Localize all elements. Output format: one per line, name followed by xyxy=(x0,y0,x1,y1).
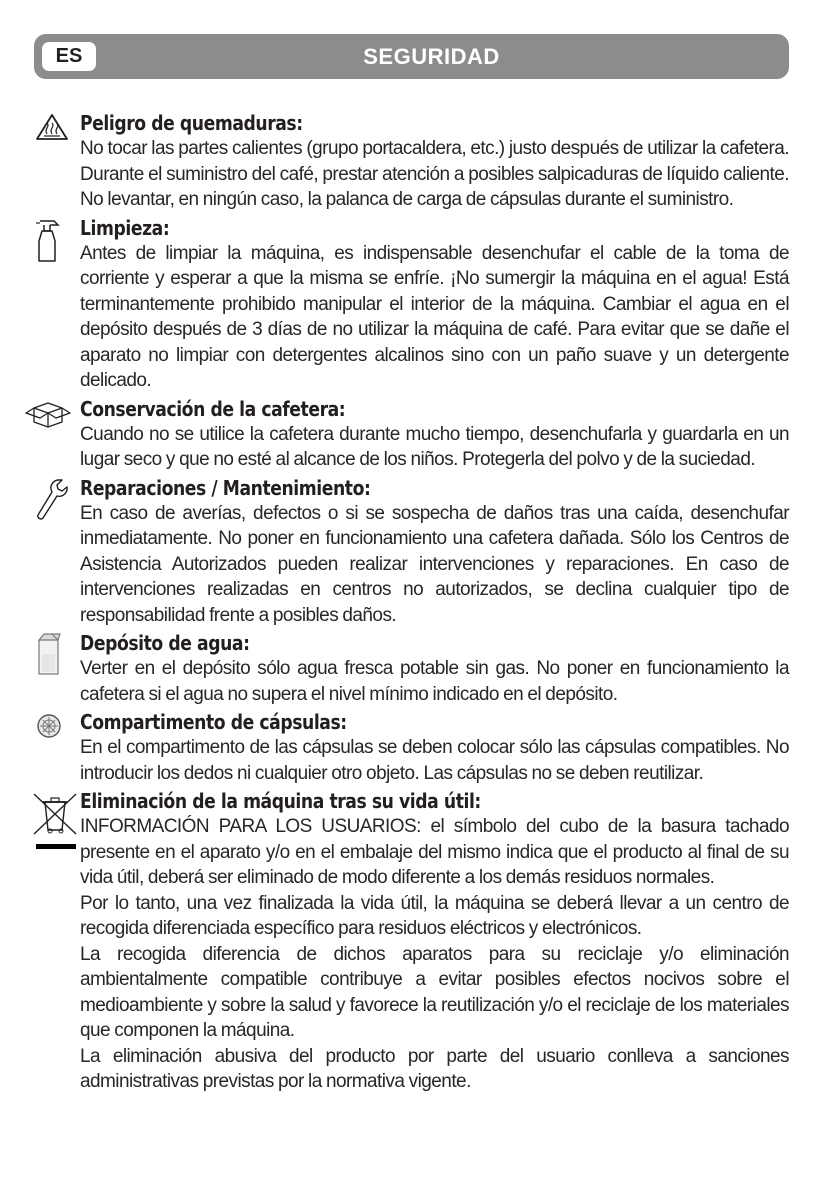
section-title: Depósito de agua: xyxy=(80,631,250,655)
wrench-icon xyxy=(34,477,70,513)
water-tank-icon xyxy=(34,632,70,668)
section-title: Conservación de la cafetera: xyxy=(80,396,346,421)
section-repairs xyxy=(0,475,839,629)
section-disposal xyxy=(0,788,839,1095)
section-title: Reparaciones / Mantenimiento: xyxy=(80,475,371,500)
section-title: Eliminación de la máquina tras su vida útil: xyxy=(80,789,481,813)
section-text: La recogida diferencia de dichos aparatos para su reciclaje y/o eliminación ambientalmente compatible contribuye a evitar posibles efectos nocivos sobre el medioambiente y sobre la salud y favorece la reutilización y/o el reciclaje de los materiales que componen la máquina. xyxy=(80,943,789,1041)
spray-bottle-icon xyxy=(34,217,70,253)
section-title: Limpieza: xyxy=(80,215,170,240)
page-title: SEGURIDAD xyxy=(363,44,500,69)
section-title: Peligro de quemaduras: xyxy=(80,111,303,135)
safety-content xyxy=(0,110,839,1097)
section-text: Antes de limpiar la máquina, es indispensable desenchufar el cable de la toma de corriente y esperar a que la misma se enfríe. ¡No sumergir la máquina en el agua! Está terminantemente prohibido manipular el interior de la máquina. Cambiar el agua en el depósito después de 3 días de no utilizar la máquina de café. Para evitar que se dañe el aparato no limpiar con detergentes alcalinos sino con un paño suave y un detergente delicado. xyxy=(80,242,789,391)
capsule-icon xyxy=(34,711,70,747)
section-cleaning xyxy=(0,215,839,394)
section-title: Compartimento de cápsulas: xyxy=(80,710,347,734)
section-text: Verter en el depósito sólo agua fresca potable sin gas. No poner en funcionamiento la cafetera si el agua no supera el nivel mínimo indicado en el depósito. xyxy=(80,658,789,705)
storage-box-icon xyxy=(24,398,60,434)
language-badge: ES xyxy=(42,42,96,71)
section-text: No tocar las partes calientes (grupo portacaldera, etc.) justo después de utilizar la cafetera. Durante el suministro del café, prestar atención a posibles salpicaduras de líquido caliente. No levantar, en ningún caso, la palanca de carga de cápsulas durante el suministro. xyxy=(80,138,789,210)
section-text: INFORMACIÓN PARA LOS USUARIOS: el símbolo del cubo de la basura tachado presente en el aparato y/o en el embalaje del mismo indica que el producto al final de su vida útil, deberá ser eliminado de modo diferente a los demás residuos normales. xyxy=(80,816,789,888)
section-text: En caso de averías, defectos o si se sospecha de daños tras una caída, desenchufar inmediatamente. No poner en funcionamiento una cafetera dañada. Sólo los Centros de Asistencia Autorizados pueden realizar intervenciones y reparaciones. En caso de intervenciones realizadas en centros no autorizados, se declina cualquier tipo de responsabilidad frente a posibles daños. xyxy=(80,502,789,626)
section-capsules xyxy=(0,709,839,786)
section-text: En el compartimento de las cápsulas se deben colocar sólo las cápsulas compatibles. No introducir los dedos ni cualquier otro objeto. Las cápsulas no se deben reutilizar. xyxy=(80,737,789,784)
section-storage xyxy=(0,396,839,473)
section-text: Cuando no se utilice la cafetera durante mucho tiempo, desenchufarla y guardarla en un lugar seco y que no esté al alcance de los niños. Protegerla del polvo y de la suciedad. xyxy=(80,423,789,470)
hot-surface-warning-icon xyxy=(34,112,70,148)
section-water-tank xyxy=(0,630,839,707)
page-header xyxy=(34,34,789,79)
section-text: La eliminación abusiva del producto por parte del usuario conlleva a sanciones administrativas previstas por la normativa vigente. xyxy=(80,1045,789,1092)
crossed-out-bin-icon xyxy=(32,790,76,860)
section-burn-hazard xyxy=(0,110,839,213)
section-text: Por lo tanto, una vez finalizada la vida útil, la máquina se deberá llevar a un centro de recogida diferenciada específico para residuos eléctricos y electrónicos. xyxy=(80,892,789,939)
